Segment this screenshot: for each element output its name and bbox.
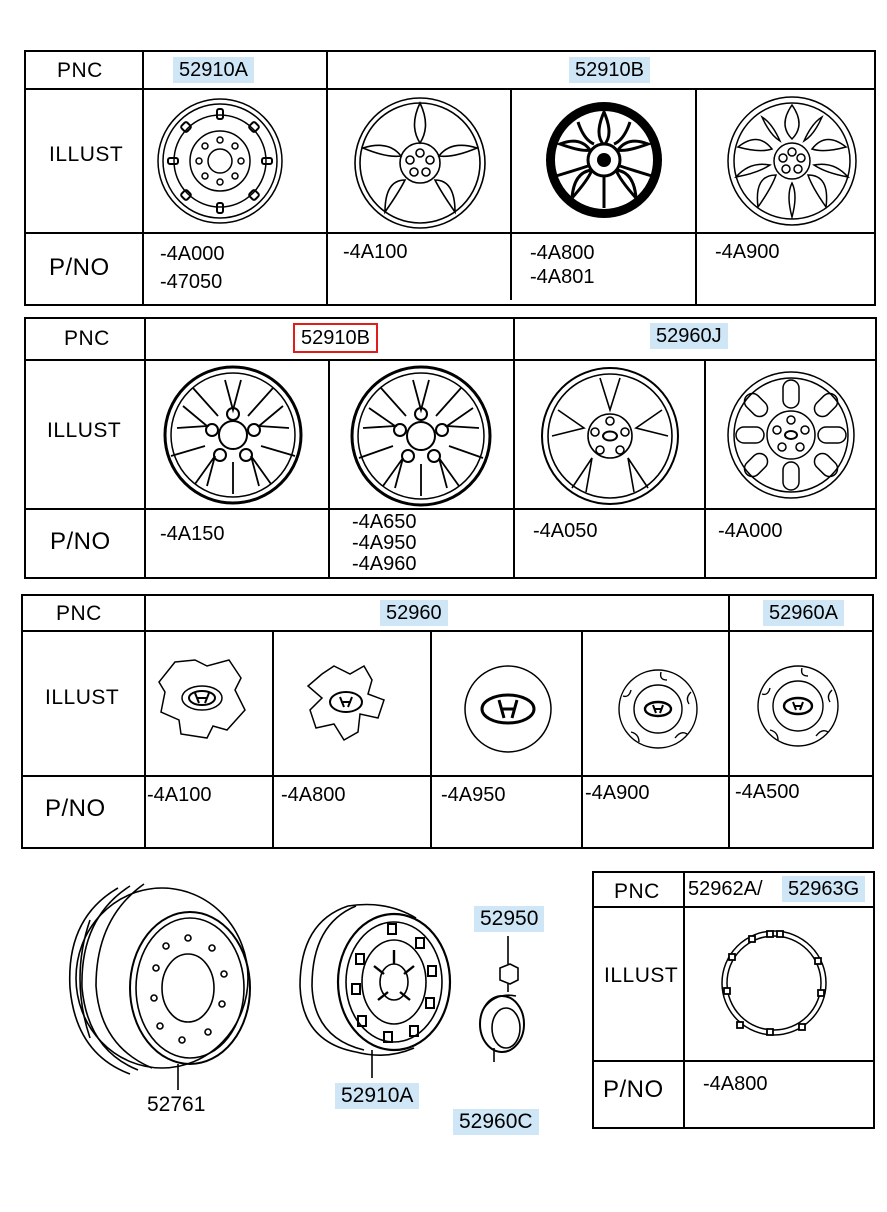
part-number[interactable]: -4A950 xyxy=(352,532,417,554)
callout-label[interactable]: 52960C xyxy=(453,1109,539,1135)
part-number[interactable]: -4A500 xyxy=(735,781,800,803)
part-number[interactable]: -4A800 xyxy=(530,242,595,264)
part-number[interactable]: -4A000 xyxy=(160,243,225,265)
steel-wheel-exploded-icon xyxy=(296,902,456,1082)
callout-label[interactable]: 52950 xyxy=(474,906,544,932)
part-number[interactable]: -4A950 xyxy=(441,784,506,806)
part-number[interactable]: -4A650 xyxy=(352,511,417,533)
callout-label[interactable]: 52761 xyxy=(147,1093,206,1116)
part-number[interactable]: -4A050 xyxy=(533,520,598,542)
pnc-label: PNC xyxy=(56,602,102,625)
illust-label: ILLUST xyxy=(47,419,122,442)
pnc-code[interactable]: 52910A xyxy=(173,57,254,83)
part-number[interactable]: -4A800 xyxy=(703,1073,768,1095)
part-number[interactable]: -4A800 xyxy=(281,784,346,806)
illust-label: ILLUST xyxy=(604,964,679,987)
part-number[interactable]: -4A960 xyxy=(352,553,417,575)
pnc-code-selected[interactable]: 52910B xyxy=(293,323,378,353)
pnc-label: PNC xyxy=(57,59,103,82)
part-number[interactable]: -4A900 xyxy=(715,241,780,263)
part-number[interactable]: -4A100 xyxy=(343,241,408,263)
pno-label: P/NO xyxy=(50,528,111,555)
illust-label: ILLUST xyxy=(45,686,120,709)
pnc-code[interactable]: 52960A xyxy=(763,600,844,626)
pno-label: P/NO xyxy=(45,795,106,822)
pnc-code[interactable]: 52962A/ xyxy=(688,878,763,900)
wheel-nut-icon xyxy=(470,934,530,1064)
part-number[interactable]: -4A801 xyxy=(530,266,595,288)
part-number[interactable]: -4A000 xyxy=(718,520,783,542)
pnc-code[interactable]: 52963G xyxy=(782,876,865,902)
pnc-code[interactable]: 52960J xyxy=(650,323,728,349)
part-number[interactable]: -4A100 xyxy=(147,784,212,806)
part-number[interactable]: -47050 xyxy=(160,271,223,293)
pnc-code[interactable]: 52910B xyxy=(569,57,650,83)
pno-label: P/NO xyxy=(603,1076,664,1103)
pnc-code[interactable]: 52960 xyxy=(380,600,448,626)
part-number[interactable]: -4A150 xyxy=(160,523,225,545)
brake-drum-icon xyxy=(60,878,250,1098)
pno-label: P/NO xyxy=(49,254,110,281)
pnc-label: PNC xyxy=(64,327,110,350)
trim-ring-icon xyxy=(719,928,829,1038)
callout-label[interactable]: 52910A xyxy=(335,1083,419,1109)
pnc-label: PNC xyxy=(614,880,660,903)
illust-label: ILLUST xyxy=(49,143,124,166)
part-number[interactable]: -4A900 xyxy=(585,782,650,804)
